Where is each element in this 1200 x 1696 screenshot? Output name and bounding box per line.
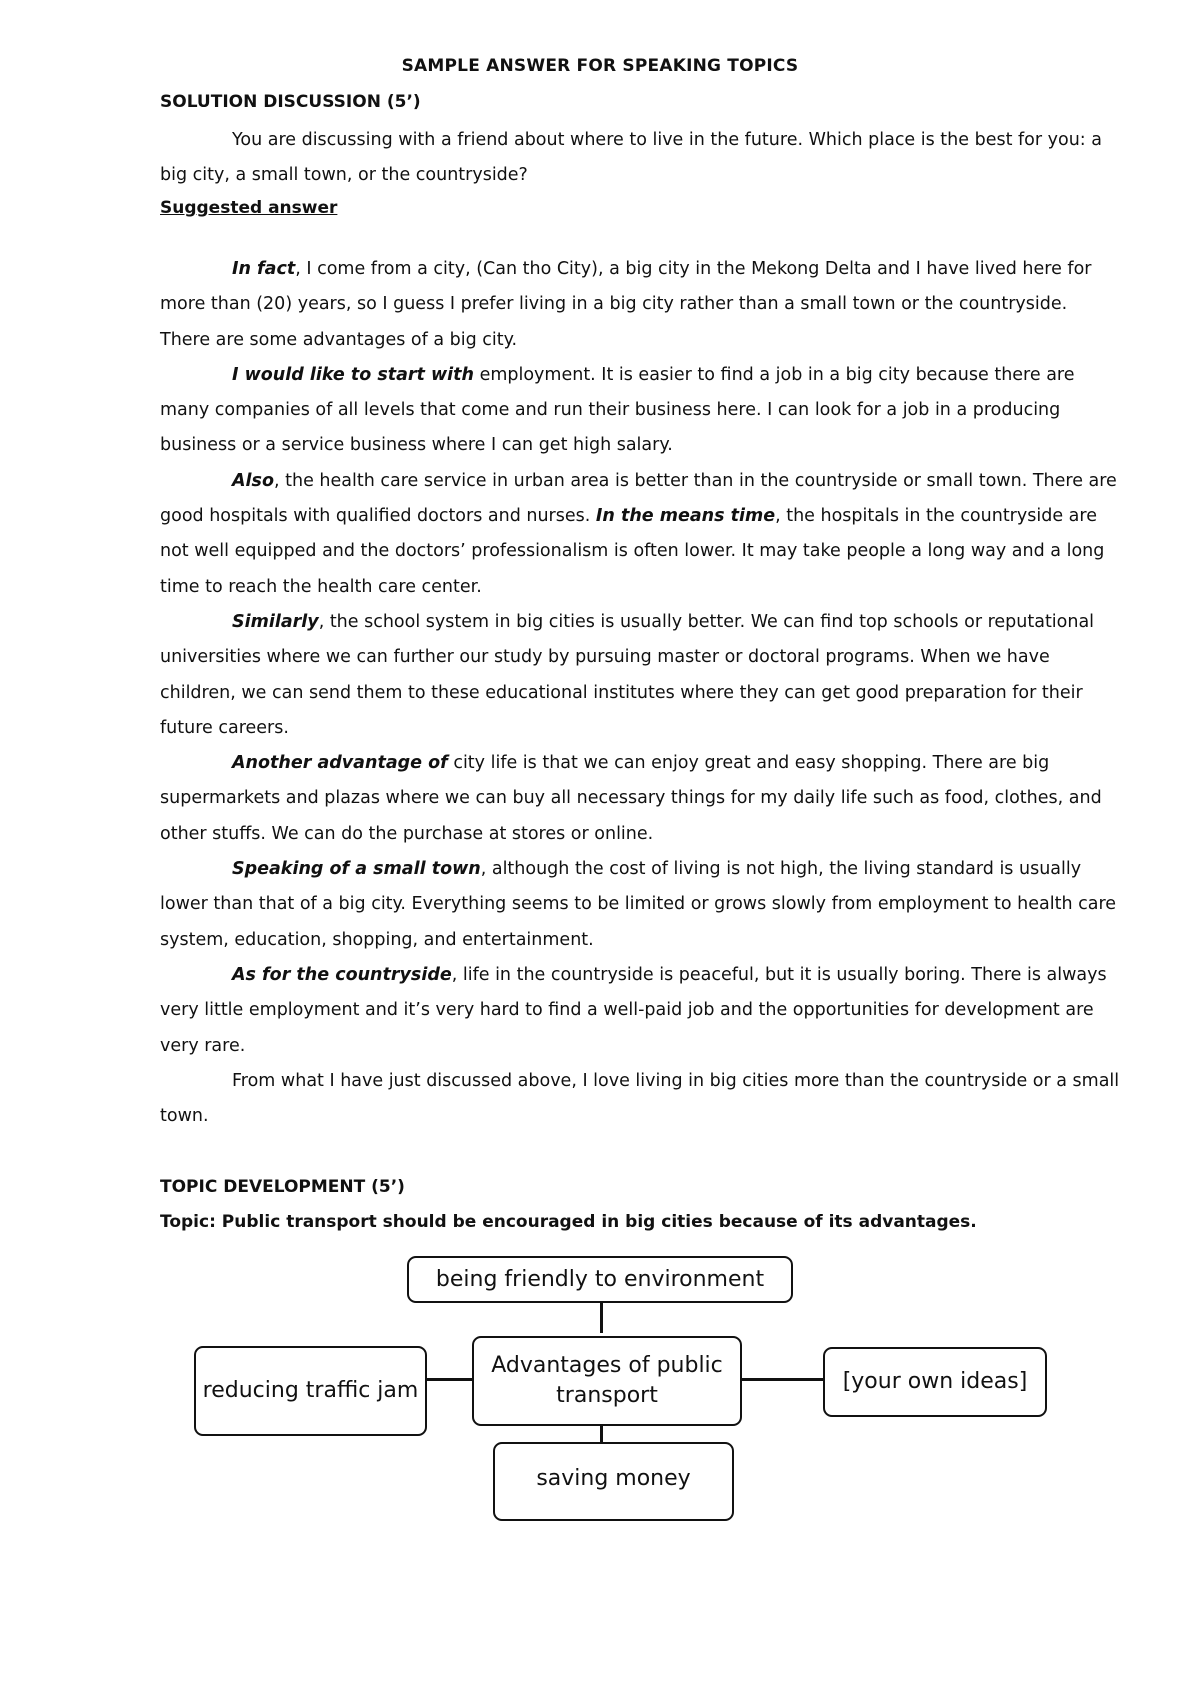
paragraph-text: city life is that we can enjoy great and easy shopping. There are big supermarkets and plazas where we can buy all necessary things for my daily life such as food, clothes, and other stuffs. We can do the purchase at stores or online. xyxy=(160,753,1102,844)
diagram-box-left: reducing traffic jam xyxy=(194,1346,427,1436)
paragraph-text: , the health care service in urban area is better than in the countryside or small town. There are good hospitals with qualified doctors and nurses. xyxy=(160,470,1117,527)
paragraph-text: From what I have just discussed above, I love living in big cities more than the countryside or a small town. xyxy=(160,1070,1120,1127)
diagram-box-bottom: saving money xyxy=(493,1442,734,1521)
prompt-block xyxy=(160,123,1120,194)
answer-paragraph xyxy=(160,252,1120,358)
paragraph-text-secondary: , the hospitals in the countryside are not well equipped and the doctors’ professionalism is often lower. It may take people a long way and a long time to reach the health care center. xyxy=(160,506,1105,597)
paragraph-text: , although the cost of living is not high, the living standard is usually lower than that of a big city. Everything seems to be limited or grows slowly from employment to health care system, education, shopping, and entertainment. xyxy=(160,859,1117,950)
connector-right xyxy=(740,1378,826,1381)
paragraph-lead: I would like to start with xyxy=(232,364,474,385)
document-title: SAMPLE ANSWER FOR SPEAKING TOPICS xyxy=(401,56,799,76)
diagram-box-top: being friendly to environment xyxy=(407,1256,793,1303)
answer-paragraph-conclusion xyxy=(160,1064,1120,1135)
section-heading-solution-discussion: SOLUTION DISCUSSION (5’) xyxy=(160,92,421,112)
paragraph-lead: Speaking of a small town xyxy=(232,859,481,880)
diagram-box-center: Advantages of public transport xyxy=(472,1336,742,1426)
answer-paragraph xyxy=(160,746,1120,852)
paragraph-lead: Another advantage of xyxy=(232,753,448,774)
section-heading-topic-development: TOPIC DEVELOPMENT (5’) xyxy=(160,1177,405,1197)
connector-left xyxy=(424,1378,476,1381)
prompt-text: You are discussing with a friend about where to live in the future. Which place is the best for you: a big city, a small town, or the countryside? xyxy=(160,130,1102,186)
paragraph-lead: As for the countryside xyxy=(232,964,452,985)
diagram-box-right: [your own ideas] xyxy=(823,1347,1047,1417)
answer-paragraph xyxy=(160,852,1120,958)
paragraph-text: , life in the countryside is peaceful, but it is usually boring. There is always very little employment and it’s very hard to find a well-paid job and the opportunities for development are very rare. xyxy=(160,964,1107,1056)
suggested-answer-text: Suggested answer xyxy=(160,198,338,218)
paragraph-lead-secondary: In the means time xyxy=(595,506,776,527)
topic-statement: Topic: Public transport should be encouraged in big cities because of its advantages. xyxy=(160,1212,977,1232)
answer-paragraph xyxy=(160,358,1120,464)
paragraph-text: , the school system in big cities is usually better. We can find top schools or reputational universities where we can further our study by pursuing master or doctoral programs. When we have children, we can send them to these educational institutes where they can get good preparation for their future careers. xyxy=(160,611,1095,738)
answer-paragraph xyxy=(160,958,1120,1064)
suggested-answer-label xyxy=(160,198,337,218)
answer-paragraph xyxy=(160,605,1120,746)
answer-body xyxy=(160,252,1120,1134)
paragraph-text: employment. It is easier to find a job in a big city because there are many companies of all levels that come and run their business here. I can look for a job in a producing business or a service business where I can get high salary. xyxy=(160,364,1075,456)
connector-top xyxy=(600,1298,603,1333)
paragraph-lead: Similarly xyxy=(232,611,319,632)
paragraph-text: , I come from a city, (Can tho City), a big city in the Mekong Delta and I have lived here for more than (20) years, so I guess I prefer living in a big city rather than a small town or the countryside. There are some advantages of a big city. xyxy=(160,259,1092,350)
paragraph-lead: Also xyxy=(232,470,274,491)
answer-paragraph xyxy=(160,464,1120,605)
paragraph-lead: In fact xyxy=(232,259,296,279)
